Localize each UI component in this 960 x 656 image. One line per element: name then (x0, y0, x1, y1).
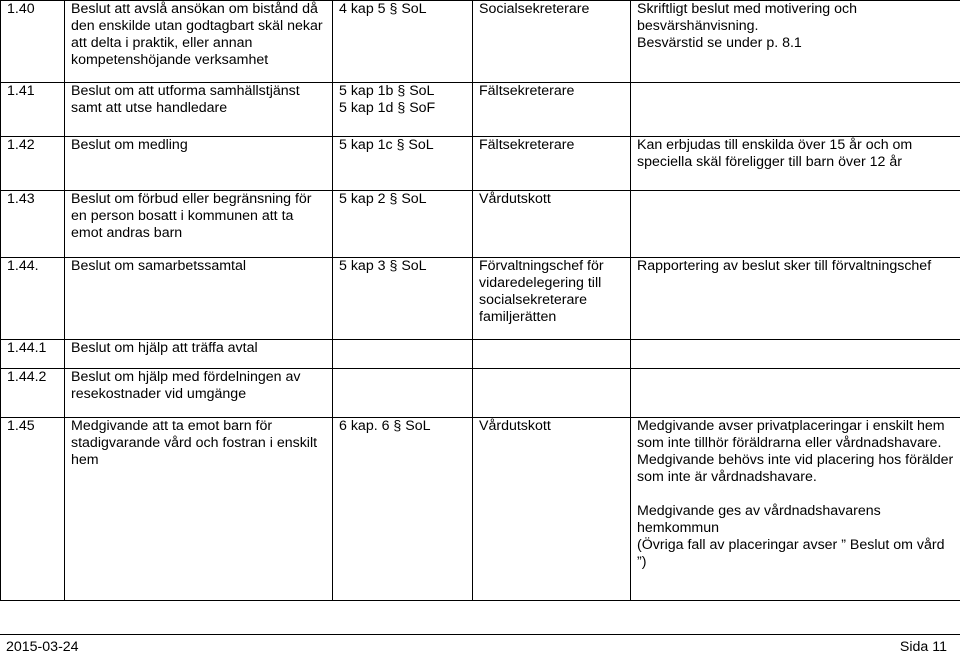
matter-cell: Beslut om medling (65, 137, 333, 191)
matter-cell: Beslut om hjälp med fördelningen av resekostnader vid umgänge (65, 369, 333, 418)
delegate-cell: Fältsekreterare (473, 137, 631, 191)
row-number: 1.40 (1, 1, 65, 83)
matter-cell: Beslut att avslå ansökan om bistånd då den enskilde utan godtagbart skäl nekar att delta i praktik, eller annan kompetenshöjande verksamhet (65, 1, 333, 83)
legal-basis-cell: 4 kap 5 § SoL (333, 1, 473, 83)
remark-cell: Skriftligt beslut med motivering och besvärshänvisning. Besvärstid se under p. 8.1 (631, 1, 960, 83)
matter-cell: Beslut om att utforma samhällstjänst samt att utse handledare (65, 83, 333, 137)
legal-basis-cell: 5 kap 1c § SoL (333, 137, 473, 191)
matter-cell: Beslut om samarbetssamtal (65, 258, 333, 340)
remark-cell (631, 369, 960, 418)
matter-cell: Beslut om hjälp att träffa avtal (65, 340, 333, 369)
remark-cell (631, 191, 960, 258)
row-number: 1.44. (1, 258, 65, 340)
delegate-cell: Vårdutskott (473, 191, 631, 258)
row-number: 1.41 (1, 83, 65, 137)
row-number: 1.44.1 (1, 340, 65, 369)
row-number: 1.44.2 (1, 369, 65, 418)
table-row (1, 340, 960, 369)
matter-cell: Medgivande att ta emot barn för stadigvarande vård och fostran i enskilt hem (65, 418, 333, 601)
table-row (1, 1, 960, 83)
remark-cell: Medgivande avser privatplaceringar i enskilt hem som inte tillhör föräldrarna eller vårdnadshavare. Medgivande behövs inte vid placering hos förälder som inte är vårdnadshavare. Medgivande ges av vårdnadshavarens hemkommun (Övriga fall av placeringar avser ” Beslut om vård ”) (631, 418, 960, 601)
delegate-cell: Förvaltningschef för vidaredelegering till socialsekreterare familjerätten (473, 258, 631, 340)
row-number: 1.45 (1, 418, 65, 601)
table-row (1, 258, 960, 340)
row-number: 1.43 (1, 191, 65, 258)
table-row (1, 137, 960, 191)
table-row (1, 83, 960, 137)
remark-cell: Kan erbjudas till enskilda över 15 år och om speciella skäl föreligger till barn över 12 år (631, 137, 960, 191)
legal-basis-cell: 5 kap 2 § SoL (333, 191, 473, 258)
row-number: 1.42 (1, 137, 65, 191)
footer-divider (0, 634, 960, 635)
table-row (1, 191, 960, 258)
legal-basis-cell (333, 340, 473, 369)
delegate-cell (473, 340, 631, 369)
remark-cell: Rapportering av beslut sker till förvaltningschef (631, 258, 960, 340)
delegate-cell: Vårdutskott (473, 418, 631, 601)
delegate-cell (473, 369, 631, 418)
remark-cell (631, 83, 960, 137)
delegate-cell: Socialsekreterare (473, 1, 631, 83)
legal-basis-cell: 6 kap. 6 § SoL (333, 418, 473, 601)
footer-date: 2015-03-24 (6, 639, 79, 656)
legal-basis-cell: 5 kap 1b § SoL 5 kap 1d § SoF (333, 83, 473, 137)
delegate-cell: Fältsekreterare (473, 83, 631, 137)
legal-basis-cell (333, 369, 473, 418)
remark-cell (631, 340, 960, 369)
legal-basis-cell: 5 kap 3 § SoL (333, 258, 473, 340)
page-number: Sida 11 (900, 639, 947, 656)
table-row (1, 369, 960, 418)
table-row (1, 418, 960, 601)
matter-cell: Beslut om förbud eller begränsning för en person bosatt i kommunen att ta emot andras barn (65, 191, 333, 258)
